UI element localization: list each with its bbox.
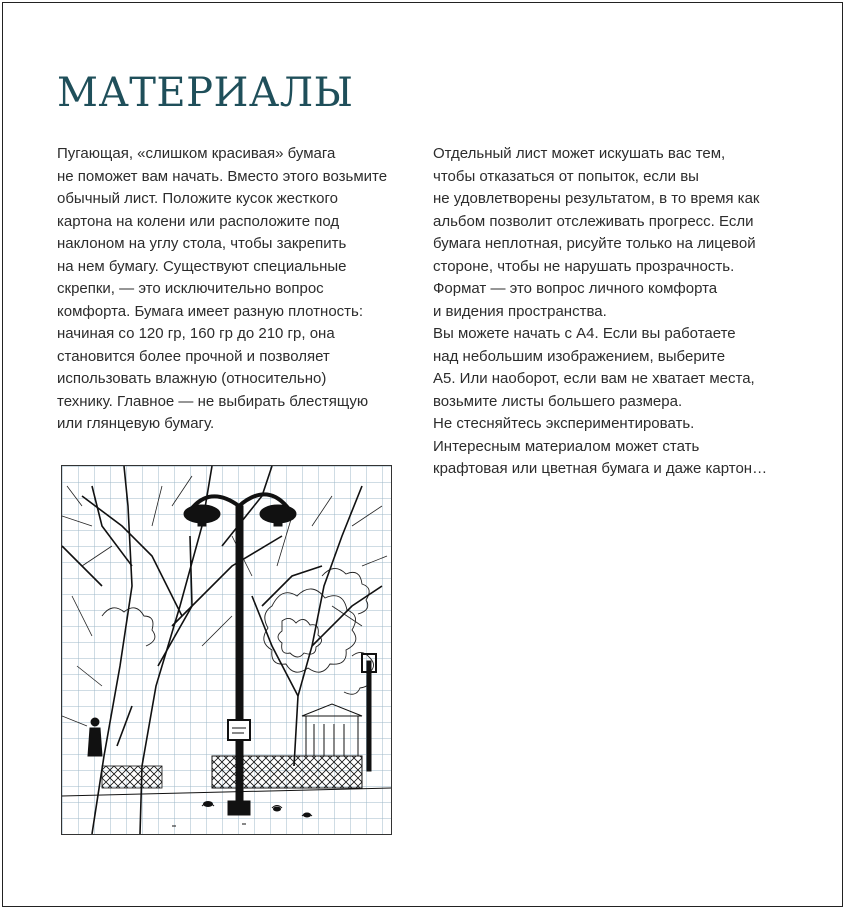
text-line: и видения пространства. <box>433 302 607 320</box>
text-line: Вы можете начать с А4. Если вы работаете <box>433 325 736 342</box>
text-line: Интересным материалом может стать <box>433 437 700 455</box>
left-text-column <box>57 143 397 436</box>
text-line: Пугающая, «слишком красивая» бумага <box>57 145 336 162</box>
park-lamp-sketch-illustration <box>61 465 392 835</box>
text-line: возьмите листы большего размера. <box>433 392 683 410</box>
text-line: крафтовая или цветная бумага и даже картон… <box>433 460 768 477</box>
lamp-sign <box>228 720 250 740</box>
page-title: МАТЕРИАЛЫ <box>57 70 354 116</box>
book-page <box>2 2 843 907</box>
text-line: Формат — это вопрос личного комфорта <box>433 280 718 297</box>
park-fence-left <box>102 766 162 788</box>
text-line: скрепки, — это исключительно вопрос <box>57 280 324 297</box>
text-line: не поможет вам начать. Вместо этого возьмите <box>57 167 388 185</box>
park-fence <box>212 756 362 788</box>
text-line: стороне, чтобы не нарушать прозрачность. <box>433 257 735 275</box>
text-line: наклоном на углу стола, чтобы закрепить <box>57 235 347 252</box>
text-line: использовать влажную (относительно) <box>57 370 327 387</box>
right-text-column <box>433 143 793 481</box>
text-line: обычный лист. Положите кусок жесткого <box>57 190 338 207</box>
text-line: на нем бумагу. Существуют специальные <box>57 257 347 275</box>
text-line: альбом позволит отслеживать прогресс. Если <box>433 212 754 230</box>
text-line: картона на колени или расположите под <box>57 212 340 230</box>
text-line: А5. Или наоборот, если вам не хватает места, <box>433 370 755 387</box>
text-line: Отдельный лист может искушать вас тем, <box>433 145 726 162</box>
text-line: над небольшим изображением, выберите <box>433 347 726 365</box>
text-line: начиная со 120 гр, 160 гр до 210 гр, она <box>57 325 335 342</box>
text-line: Не стесняйтесь экспериментировать. <box>433 415 695 432</box>
text-line: не удовлетворены результатом, в то время как <box>433 190 760 207</box>
text-line: становится более прочной и позволяет <box>57 347 330 365</box>
text-line: технику. Главное — не выбирать блестящую <box>57 392 369 410</box>
text-line: чтобы отказаться от попыток, если вы <box>433 167 699 185</box>
text-line: бумага неплотная, рисуйте только на лицевой <box>433 235 756 252</box>
text-line: или глянцевую бумагу. <box>57 415 215 432</box>
text-line: комфорта. Бумага имеет разную плотность: <box>57 302 364 320</box>
